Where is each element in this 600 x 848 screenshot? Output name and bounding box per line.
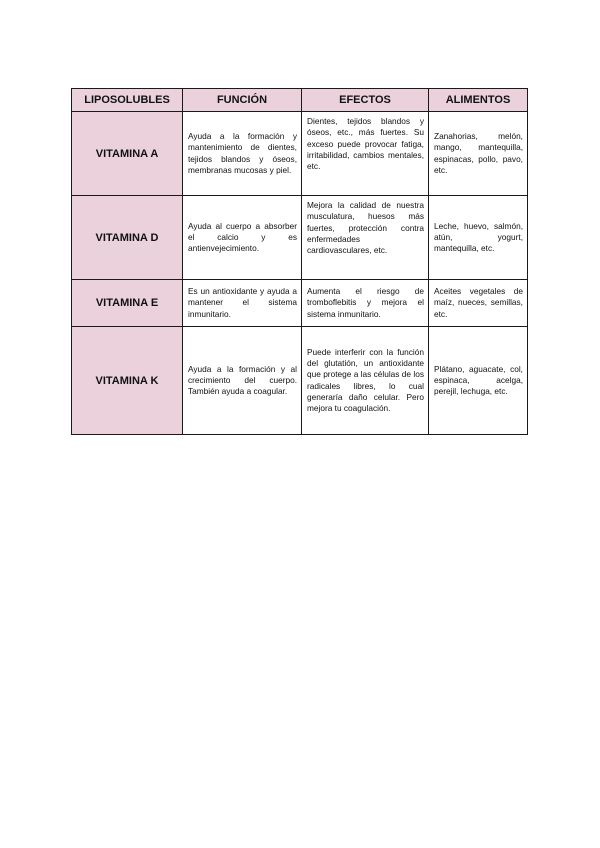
efectos-cell: Mejora la calidad de nuestra musculatura, huesos más fuertes, protección contra enfermedades cardiovasculares, etc. [302,196,429,280]
efectos-cell: Puede interferir con la función del glutatión, un antioxidante que protege a las células de los radicales libres, lo cual generaría daño celular. Pero mejora tu coagulación. [302,327,429,435]
vitamin-name: VITAMINA K [72,327,183,435]
vitamins-table [71,88,528,435]
funcion-cell: Ayuda a la formación y mantenimiento de dientes, tejidos blandos y óseos, membranas mucosas y piel. [183,112,302,196]
table-row [72,327,528,435]
vitamin-name: VITAMINA E [72,280,183,327]
efectos-cell: Aumenta el riesgo de tromboflebitis y mejora el sistema inmunitario. [302,280,429,327]
alimentos-cell: Aceites vegetales de maíz, nueces, semillas, etc. [429,280,528,327]
funcion-cell: Es un antioxidante y ayuda a mantener el sistema inmunitario. [183,280,302,327]
efectos-cell: Dientes, tejidos blandos y óseos, etc., más fuertes. Su exceso puede provocar fatiga, irritabilidad, cambios mentales, etc. [302,112,429,196]
alimentos-cell: Leche, huevo, salmón, atún, yogurt, mantequilla, etc. [429,196,528,280]
table-row [72,112,528,196]
funcion-cell: Ayuda a la formación y al crecimiento del cuerpo. También ayuda a coagular. [183,327,302,435]
header-alimentos: ALIMENTOS [429,89,528,112]
table-row [72,196,528,280]
alimentos-cell: Plátano, aguacate, col, espinaca, acelga, perejil, lechuga, etc. [429,327,528,435]
header-row [72,89,528,112]
funcion-cell: Ayuda al cuerpo a absorber el calcio y es antienvejecimiento. [183,196,302,280]
header-funcion: FUNCIÓN [183,89,302,112]
vitamin-name: VITAMINA A [72,112,183,196]
table-row [72,280,528,327]
vitamin-name: VITAMINA D [72,196,183,280]
header-efectos: EFECTOS [302,89,429,112]
header-liposolubles: LIPOSOLUBLES [72,89,183,112]
alimentos-cell: Zanahorias, melón, mango, mantequilla, espinacas, pollo, pavo, etc. [429,112,528,196]
